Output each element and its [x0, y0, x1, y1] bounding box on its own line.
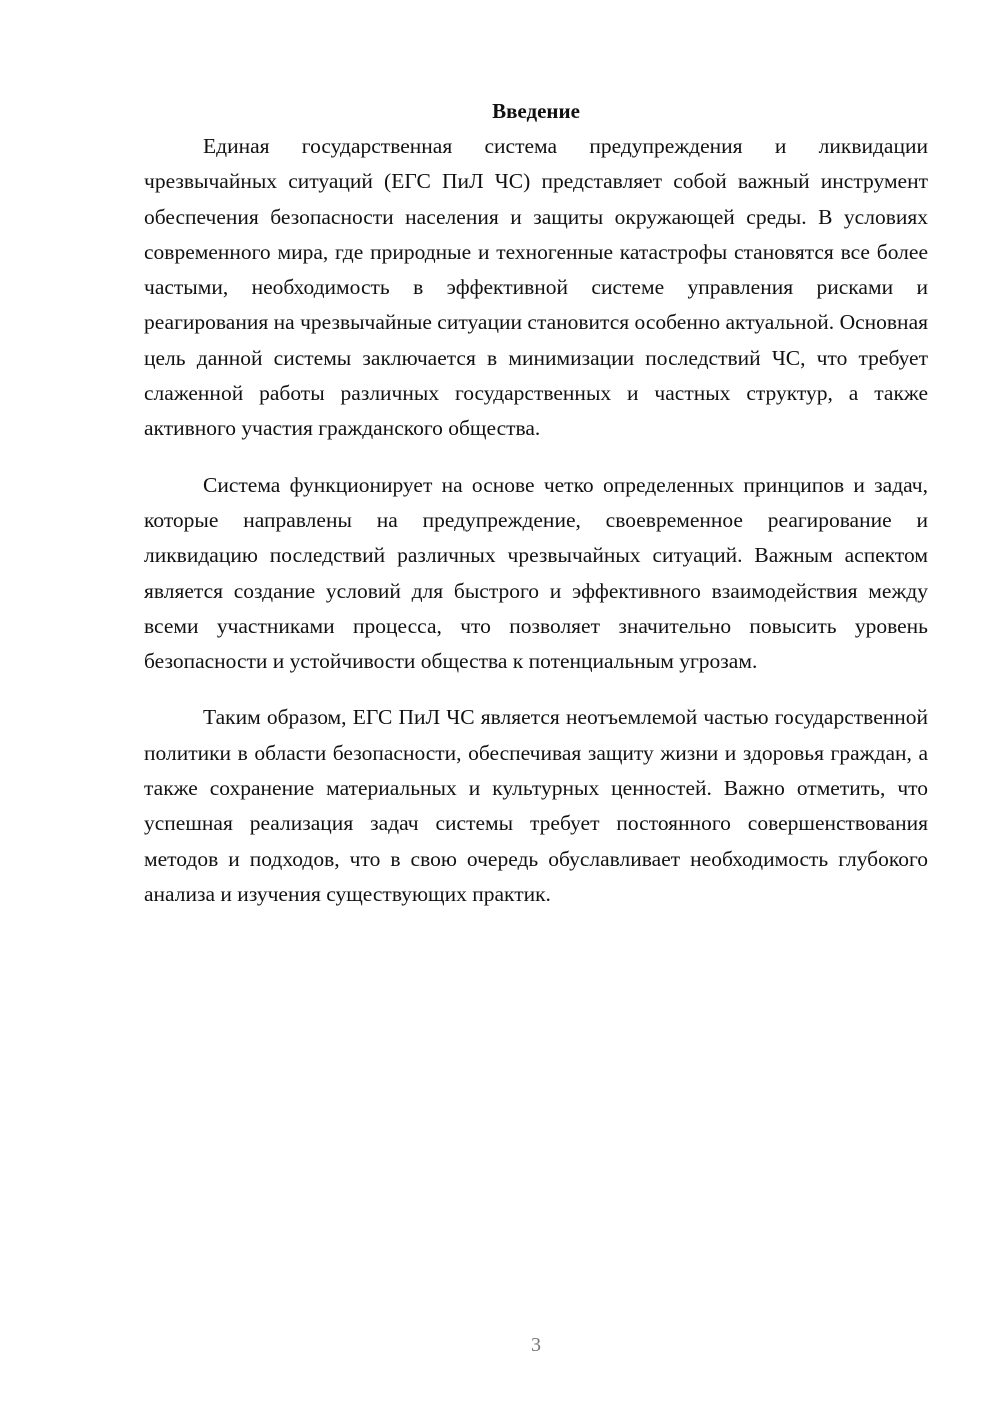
section-heading: Введение [492, 99, 580, 123]
page-number: 3 [531, 1334, 541, 1356]
paragraph-1: Единая государственная система предупреждения и ликвидации чрезвычайных ситуаций (ЕГС ПиЛ ЧС) представляет собой важный инструмент обеспечения безопасности населения и защиты окружающей среды. В условиях современного мира, где природные и техногенные катастрофы становятся все более частыми, необходимость в эффективной системе управления рисками и реагирования на чрезвычайные ситуации становится особенно актуальной. Основная цель данной системы заключается в минимизации последствий ЧС, что требует слаженной работы различных государственных и частных структур, а также активного участия гражданского общества. [144, 134, 928, 441]
page-content [144, 94, 928, 933]
paragraph-3: Таким образом, ЕГС ПиЛ ЧС является неотъемлемой частью государственной политики в области безопасности, обеспечивая защиту жизни и здоровья граждан, а также сохранение материальных и культурных ценностей. Важно отметить, что успешная реализация задач системы требует постоянного совершенствования методов и подходов, что в свою очередь обуславливает необходимость глубокого анализа и изучения существующих практик. [144, 705, 928, 906]
paragraph-2: Система функционирует на основе четко определенных принципов и задач, которые направлены на предупреждение, своевременное реагирование и ликвидацию последствий различных чрезвычайных ситуаций. Важным аспектом является создание условий для быстрого и эффективного взаимодействия между всеми участниками процесса, что позволяет значительно повысить уровень безопасности и устойчивости общества к потенциальным угрозам. [144, 472, 928, 674]
